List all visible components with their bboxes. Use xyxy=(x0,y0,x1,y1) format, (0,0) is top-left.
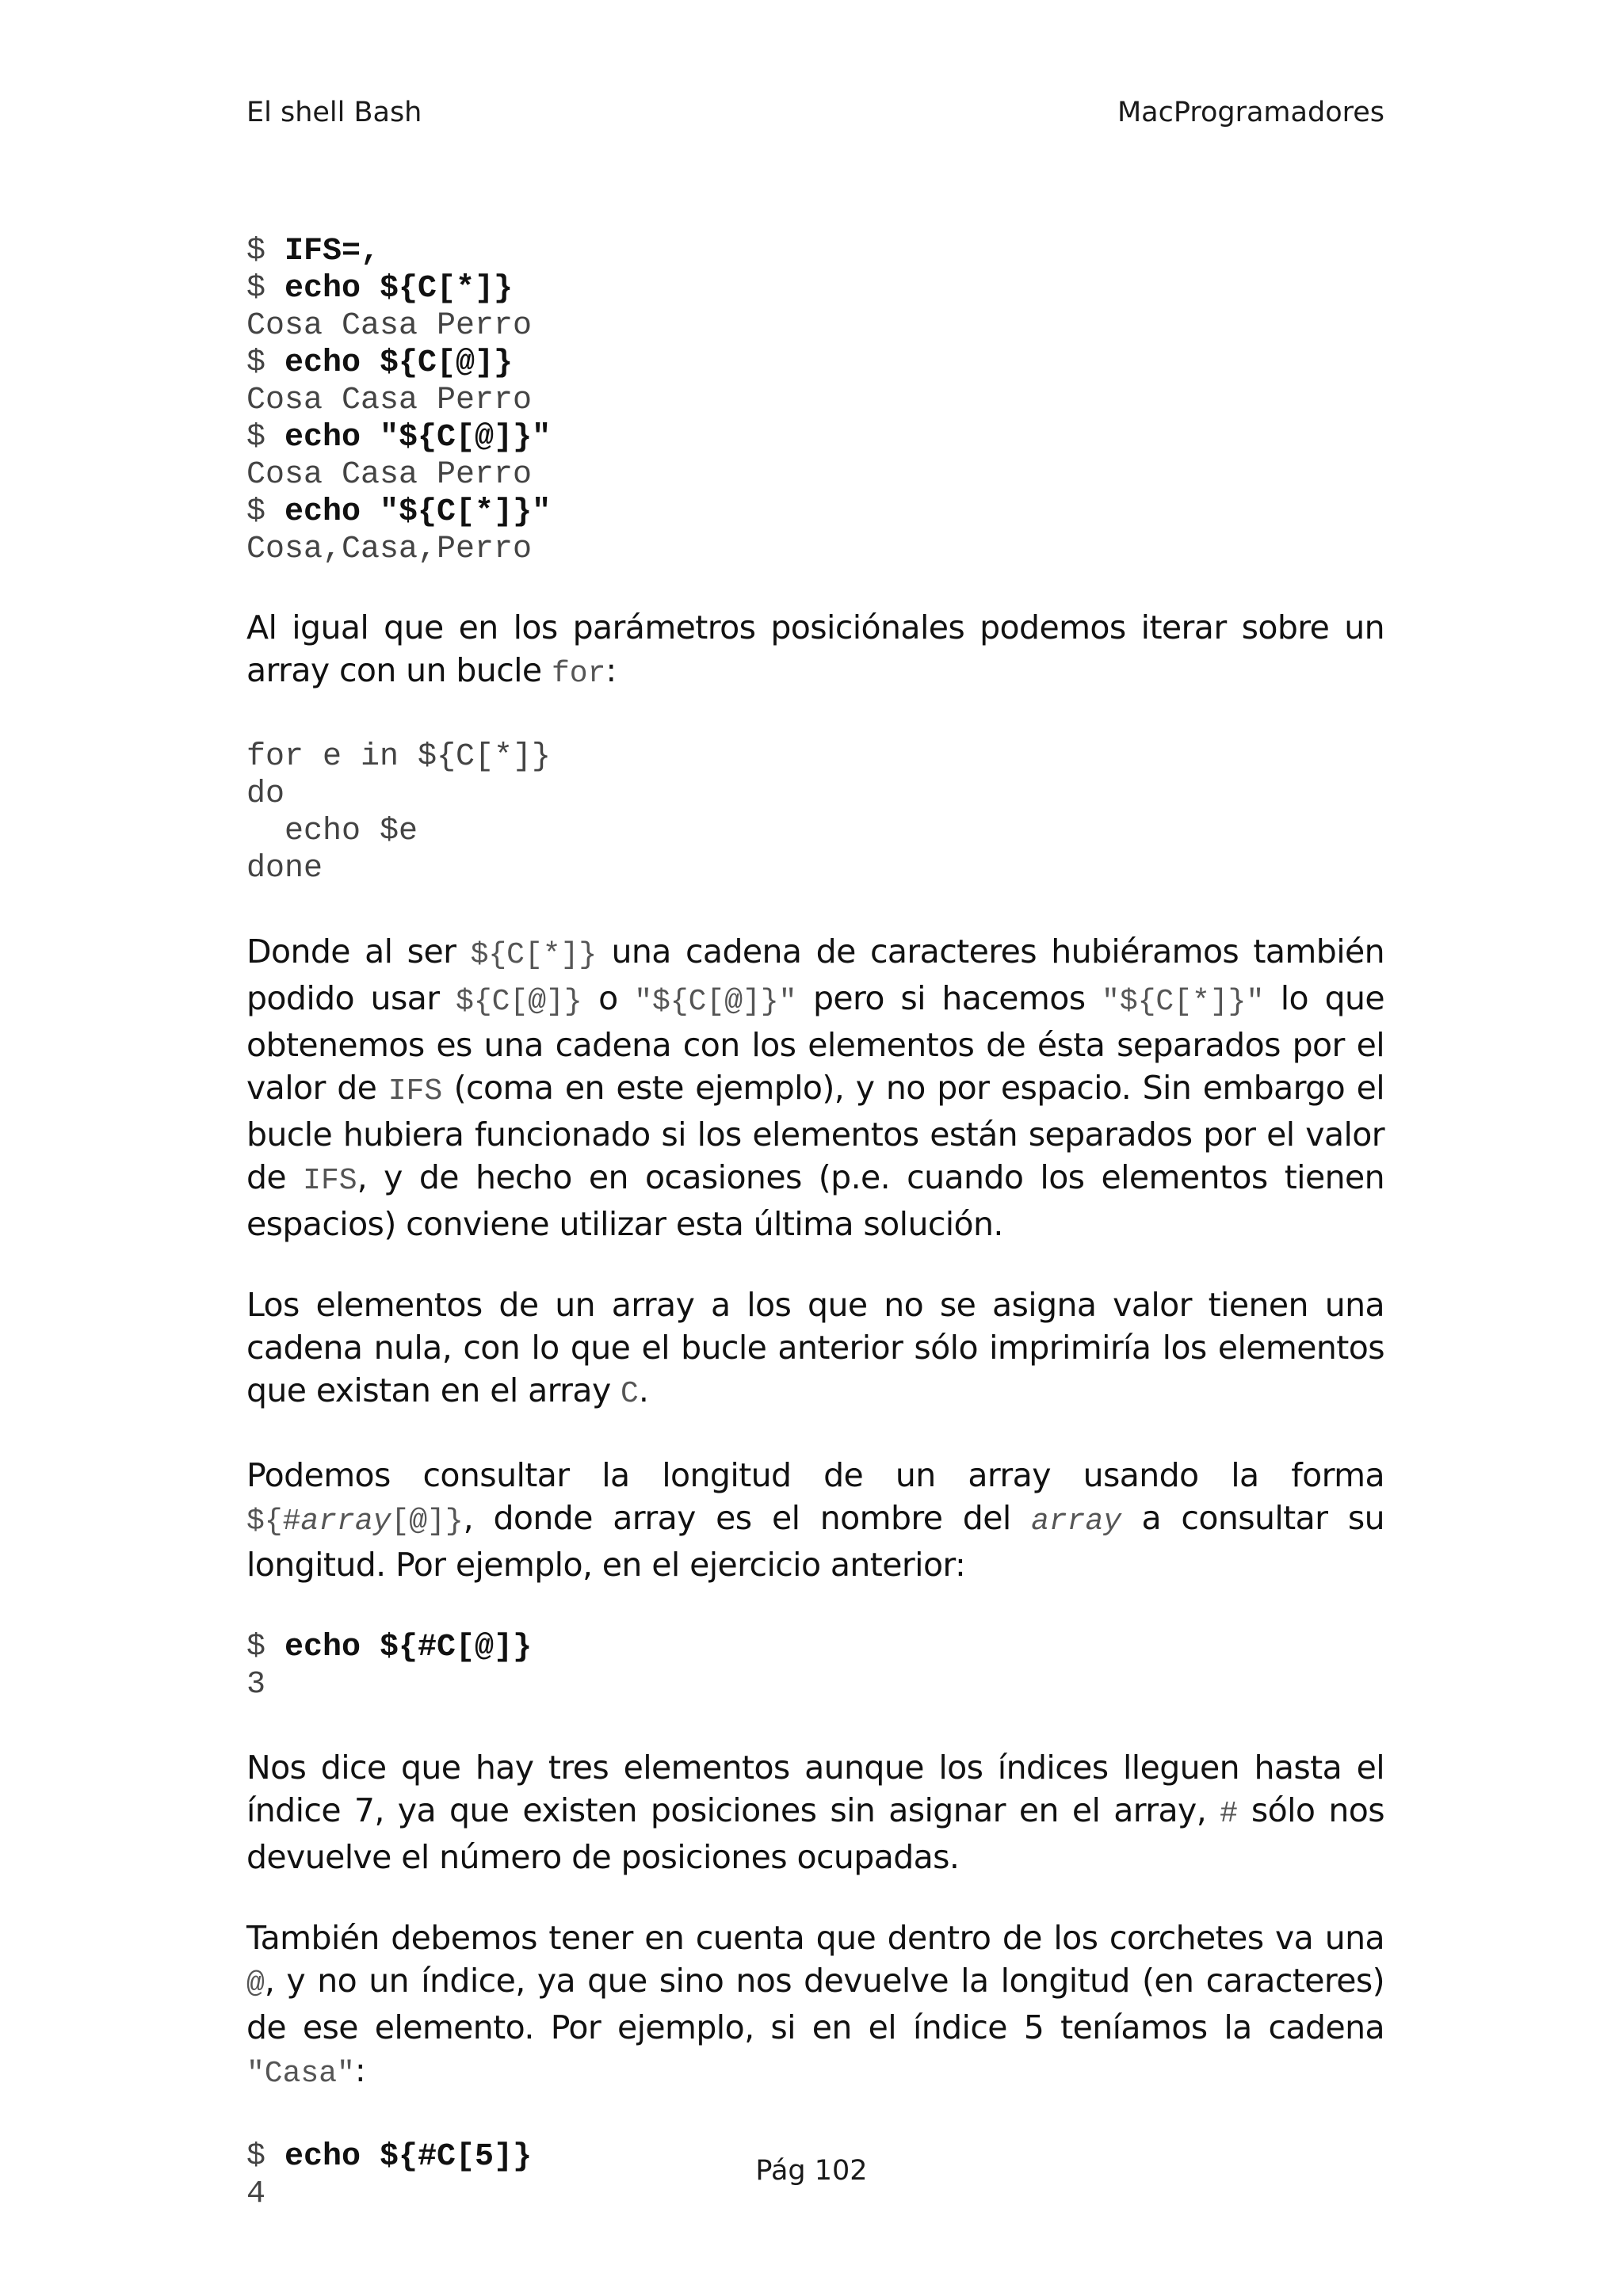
code-line: $ echo "${C[@]}" xyxy=(246,420,552,456)
page-number: Pág 102 xyxy=(755,2155,868,2187)
paragraph-count-explanation: Nos dice que hay tres elementos aunque los índices lleguen hasta el índice 7, ya que existen posiciones sin asignar en el array, # sólo nos devuelve el número de posiciones ocupadas. xyxy=(246,1749,1384,1876)
code-line: $ echo "${C[*]}" xyxy=(246,494,552,530)
code-line: echo $e xyxy=(246,814,418,849)
paragraph-for-loop-intro: Al igual que en los parámetros posiciónales podemos iterar sobre un array con un bucle for: xyxy=(246,608,1384,691)
paragraph-element-length: También debemos tener en cuenta que dentro de los corchetes va una @, y no un índice, ya que sino nos devuelve la longitud (en caracteres) de ese elemento. Por ejemplo, si en el índice 5 teníamos la cadena "Casa": xyxy=(246,1919,1384,2091)
code-line: $ echo ${C[@]} xyxy=(246,345,514,381)
code-block-for-loop xyxy=(246,738,1384,887)
code-output: Cosa Casa Perro xyxy=(246,308,533,344)
code-line: $ IFS=, xyxy=(246,234,380,269)
code-block-length xyxy=(246,1629,1384,1703)
page-content xyxy=(246,233,1384,2213)
code-output: Cosa Casa Perro xyxy=(246,457,533,493)
code-output: Cosa,Casa,Perro xyxy=(246,532,533,567)
code-line: for e in ${C[*]} xyxy=(246,739,552,775)
code-output: 4 xyxy=(246,2176,266,2212)
code-output: 3 xyxy=(246,1667,266,1703)
code-line: done xyxy=(246,851,323,887)
paragraph-null-elements: Los elementos de un array a los que no se asigna valor tienen una cadena nula, con lo que el bucle anterior sólo imprimiría los elementos que existan en el array C. xyxy=(246,1286,1384,1411)
header-publisher: MacProgramadores xyxy=(1117,97,1384,128)
code-line: $ echo ${#C[5]} xyxy=(246,2139,533,2175)
code-line: $ echo ${C[*]} xyxy=(246,271,514,307)
paragraph-ifs-explanation: Donde al ser ${C[*]} una cadena de caracteres hubiéramos también podido usar ${C[@]} o "${C[@]}" pero si hacemos "${C[*]}" lo que obtenemos es una cadena con los elementos de ésta separados por el valor de IFS (coma en este ejemplo), y no por espacio. Sin embargo el bucle hubiera funcionado si los elementos están separados por el valor de IFS, y de hecho en ocasiones (p.e. cuando los elementos tienen espacios) conviene utilizar esta última solución. xyxy=(246,933,1385,1243)
header-book-title: El shell Bash xyxy=(246,97,422,128)
page-header xyxy=(246,97,1384,136)
code-line: $ echo ${#C[@]} xyxy=(246,1630,533,1665)
code-output: Cosa Casa Perro xyxy=(246,383,533,418)
code-line: do xyxy=(246,776,285,812)
code-block-ifs xyxy=(246,233,1384,568)
paragraph-array-length: Podemos consultar la longitud de un array usando la forma ${#array[@]}, donde array es el nombre del array a consultar su longitud. Por ejemplo, en el ejercicio anterior: xyxy=(246,1456,1384,1584)
